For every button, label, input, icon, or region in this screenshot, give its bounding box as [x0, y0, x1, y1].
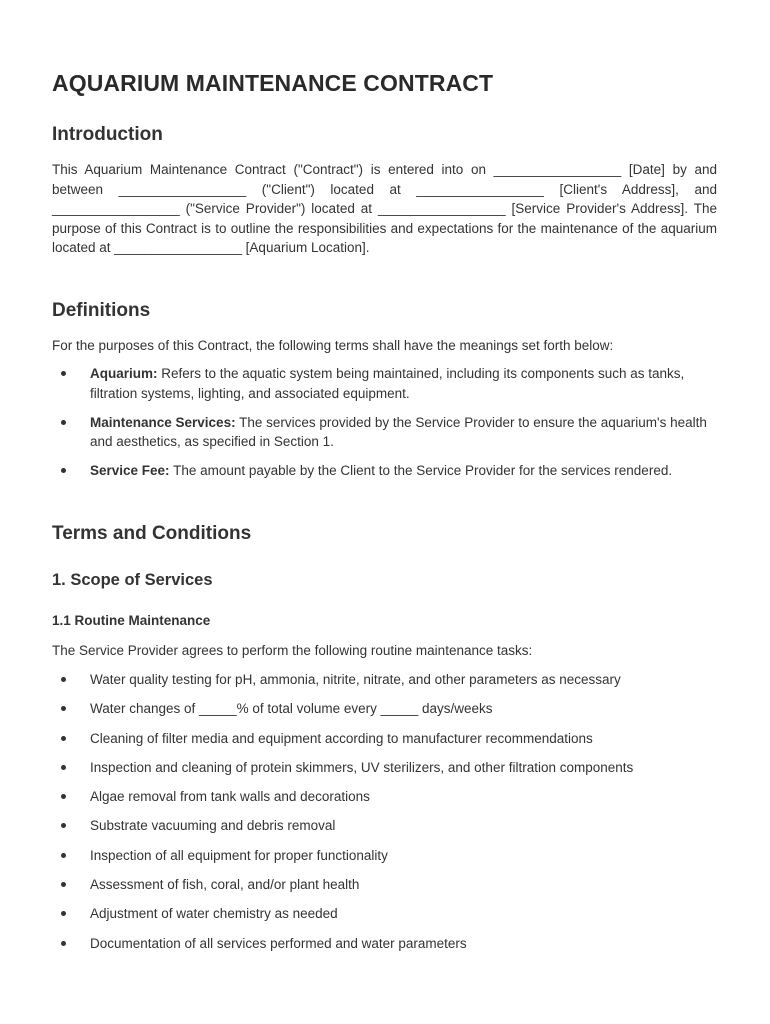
definitions-heading: Definitions — [52, 300, 151, 321]
task-text: Algae removal from tank walls and decorations — [90, 789, 370, 805]
task-item — [52, 816, 722, 836]
routine-tasks-list — [52, 670, 722, 963]
task-item — [52, 787, 722, 807]
definition-text: The amount payable by the Client to the Service Provider for the services rendered. — [169, 463, 673, 478]
bullet-icon — [61, 853, 66, 858]
definitions-intro: For the purposes of this Contract, the following terms shall have the meanings set forth below: — [52, 338, 614, 353]
definition-term: Service Fee: — [90, 463, 170, 478]
definition-text: The services provided by the Service Provider to ensure the aquarium's health and aesthetics, as specified in Section 1. — [90, 414, 707, 449]
scope-heading: 1. Scope of Services — [52, 571, 213, 589]
routine-maintenance-heading: 1.1 Routine Maintenance — [52, 613, 211, 628]
task-item — [52, 758, 722, 778]
terms-heading: Terms and Conditions — [52, 523, 252, 544]
introduction-heading: Introduction — [52, 124, 163, 145]
task-text: Adjustment of water chemistry as needed — [90, 906, 338, 922]
bullet-icon — [61, 420, 66, 425]
definition-text: Refers to the aquatic system being maintained, including its components such as tanks, filtration systems, lighting, and associated equipment. — [90, 366, 685, 401]
bullet-icon — [61, 371, 66, 376]
bullet-icon — [61, 468, 66, 473]
definition-item — [52, 364, 722, 403]
bullet-icon — [61, 911, 66, 916]
task-item — [52, 699, 722, 719]
task-text: Water changes of _____% of total volume every _____ days/weeks — [90, 701, 493, 717]
task-text: Cleaning of filter media and equipment according to manufacturer recommendations — [90, 730, 593, 746]
task-text: Assessment of fish, coral, and/or plant health — [90, 877, 360, 893]
bullet-icon — [61, 823, 66, 828]
bullet-icon — [61, 882, 66, 887]
document-title: AQUARIUM MAINTENANCE CONTRACT — [52, 70, 494, 96]
bullet-icon — [61, 794, 66, 799]
task-text: Documentation of all services performed and water parameters — [90, 935, 467, 951]
task-text: Water quality testing for pH, ammonia, nitrite, nitrate, and other parameters as necessary — [90, 672, 621, 687]
definition-item — [52, 413, 722, 452]
task-item — [52, 904, 722, 924]
bullet-icon — [61, 941, 66, 946]
task-item — [52, 875, 722, 895]
introduction-paragraph: This Aquarium Maintenance Contract ("Contract") is entered into on _________________ [Date] by and between _________________ ("Client") located at _________________ [Client's Address], and _________________ ("Service Provider") located at _________________ [Service Provider's Address]. The purpose of this Contract is to outline the responsibilities and expectations for the maintenance of the aquarium located at _________________ [Aquarium Location]. — [52, 162, 717, 255]
task-text: Substrate vacuuming and debris removal — [90, 818, 336, 834]
routine-maintenance-intro: The Service Provider agrees to perform the following routine maintenance tasks: — [52, 643, 533, 658]
definition-term: Aquarium: — [90, 366, 158, 381]
task-item — [52, 846, 722, 866]
task-item — [52, 729, 722, 749]
bullet-icon — [61, 765, 66, 770]
definitions-list — [52, 364, 722, 490]
bullet-icon — [61, 736, 66, 741]
task-text: Inspection and cleaning of protein skimmers, UV sterilizers, and other filtration components — [90, 759, 634, 775]
definition-term: Maintenance Services: — [90, 414, 236, 430]
task-item — [52, 670, 722, 690]
task-text: Inspection of all equipment for proper functionality — [90, 847, 388, 863]
task-item — [52, 934, 722, 954]
bullet-icon — [61, 706, 66, 711]
bullet-icon — [61, 677, 66, 682]
definition-item — [52, 461, 722, 481]
